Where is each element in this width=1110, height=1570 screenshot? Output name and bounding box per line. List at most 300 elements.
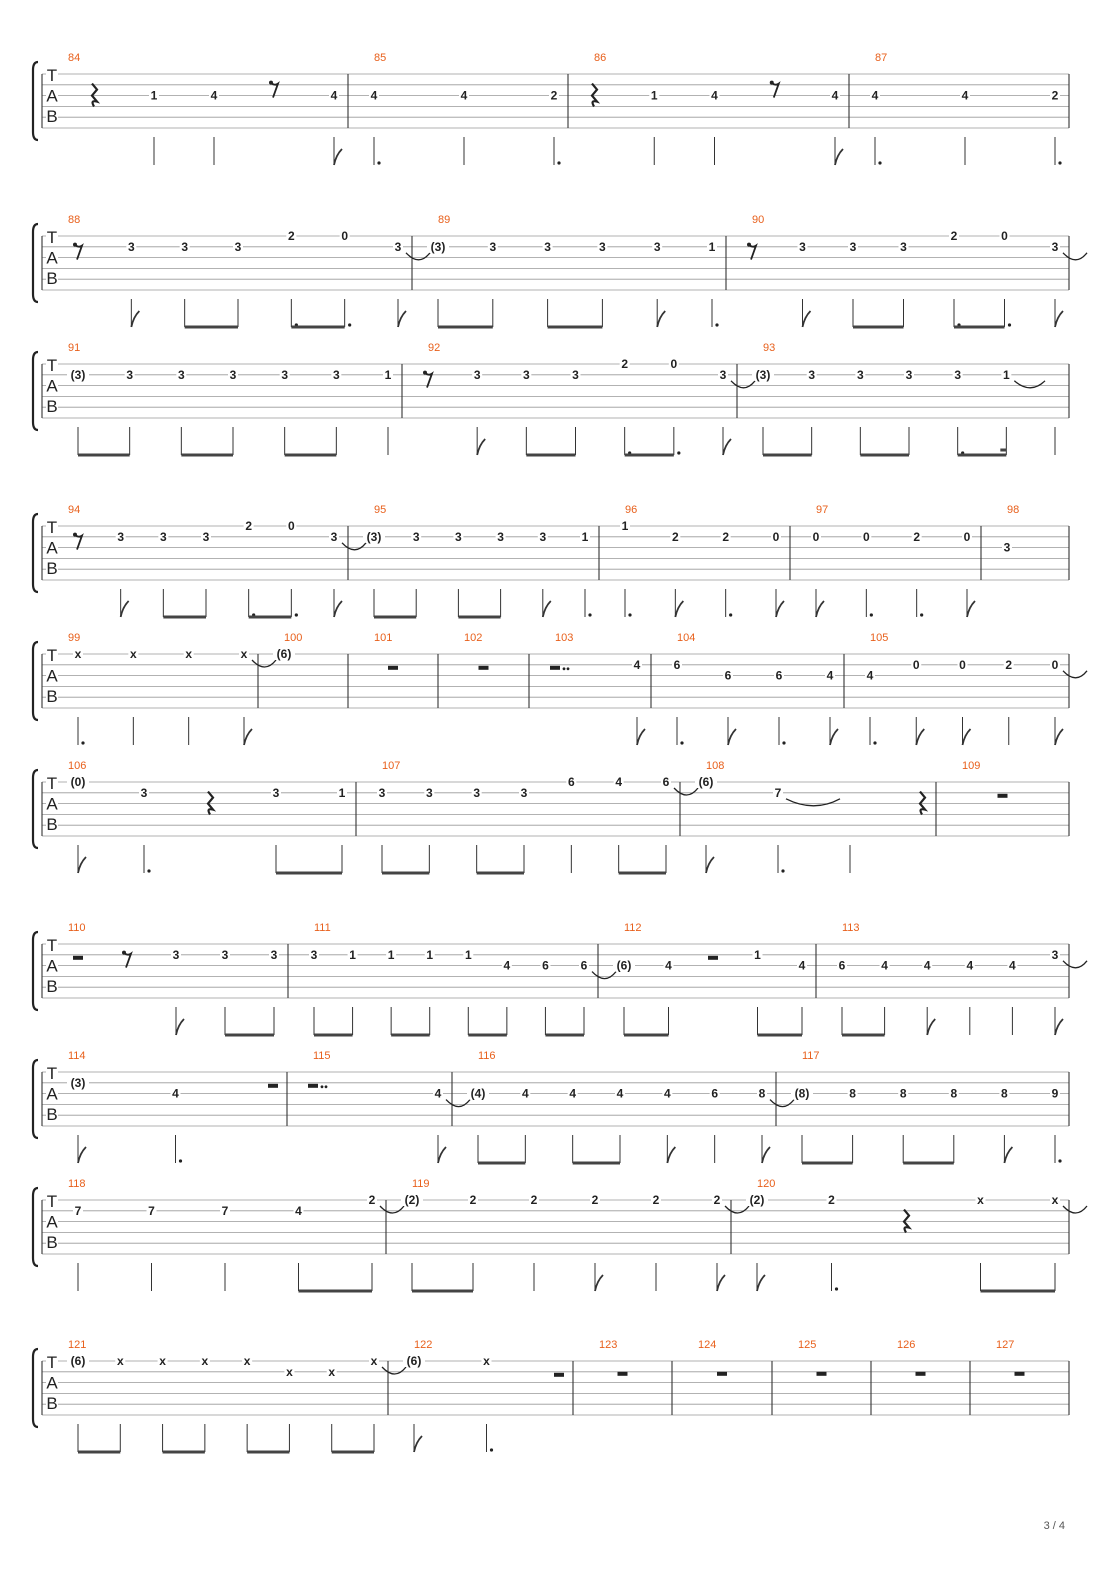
fret-number: 4: [172, 1086, 179, 1101]
tab-system: [33, 1339, 1069, 1452]
measure-number: 111: [314, 922, 331, 934]
fret-number: 3: [1051, 239, 1059, 254]
fret-number: 3: [117, 529, 125, 544]
fret-number: 3: [455, 529, 462, 544]
fret-number: 4: [1009, 958, 1016, 973]
fret-number: 1: [708, 239, 716, 254]
fret-number: 6: [567, 775, 575, 789]
rest: [618, 1372, 628, 1376]
measure: [68, 504, 366, 617]
measure-number: 89: [438, 214, 451, 226]
measure-number: 107: [382, 760, 401, 772]
fret-number: 3: [229, 367, 237, 382]
measure-number: 103: [555, 632, 574, 644]
note-flag: [414, 1436, 422, 1452]
fret-number: 4: [460, 88, 468, 103]
fret-number: 3: [849, 239, 857, 254]
fret-number: 3: [1003, 540, 1011, 555]
fret-number: (3): [70, 367, 86, 382]
measure-number: 127: [996, 1339, 1015, 1351]
rest: [550, 666, 560, 670]
note-flag: [776, 601, 784, 617]
fret-number: x: [370, 1354, 378, 1368]
measure-number: 124: [698, 1339, 717, 1351]
measure-number: 122: [414, 1339, 433, 1351]
tie-arc: [786, 799, 840, 806]
tab-clef-letter: T: [46, 228, 58, 247]
augmentation-dot: [628, 613, 631, 616]
fret-number: 7: [774, 785, 782, 800]
note-flag: [637, 729, 645, 745]
tab-clef-letter: A: [46, 86, 58, 106]
fret-number: 2: [950, 229, 958, 243]
measure: [309, 922, 616, 1035]
measure: [374, 632, 398, 670]
system-bracket: [33, 514, 38, 592]
fret-number: 4: [966, 958, 974, 973]
measure: [403, 1339, 564, 1452]
fret-number: 6: [662, 775, 670, 789]
fret-number: 6: [724, 668, 732, 683]
fret-number: (4): [470, 1086, 486, 1101]
quarter-rest: [208, 792, 213, 815]
note-flag: [78, 1147, 86, 1163]
note-flag: [757, 1275, 765, 1291]
fret-number: 2: [722, 529, 730, 544]
fret-number: 4: [569, 1086, 577, 1101]
fret-number: x: [74, 647, 82, 661]
measure: [672, 632, 838, 745]
fret-number: 4: [370, 88, 378, 103]
tab-clef-letter: B: [46, 269, 58, 288]
fret-number: 2: [368, 1193, 376, 1207]
fret-number: 3: [140, 785, 148, 800]
fret-number: 3: [1051, 947, 1059, 962]
augmentation-dot: [677, 451, 680, 454]
rest: [916, 1372, 926, 1376]
fret-number: 2: [1051, 88, 1059, 103]
augmentation-dot: [147, 869, 150, 872]
fret-number: 3: [425, 785, 433, 800]
quarter-rest: [92, 84, 97, 107]
note-flag: [1004, 1147, 1012, 1163]
tie-arc: [252, 660, 276, 667]
measure-number: 96: [625, 504, 638, 516]
fret-number: 4: [871, 88, 879, 103]
fret-number: 3: [412, 529, 420, 544]
fret-number: 6: [838, 958, 846, 973]
fret-number: 2: [621, 357, 629, 371]
fret-number: (8): [794, 1086, 810, 1101]
fret-number: 1: [150, 88, 158, 103]
quarter-rest: [904, 1210, 909, 1233]
measure: [377, 760, 698, 873]
augmentation-dot: [348, 323, 351, 326]
tab-system: [33, 342, 1069, 455]
fret-number: 1: [349, 947, 356, 962]
measure: [467, 1050, 794, 1163]
fret-number: 3: [221, 947, 229, 962]
fret-number: 3: [522, 367, 530, 382]
fret-number: (2): [749, 1193, 765, 1207]
note-flag: [927, 1019, 935, 1035]
fret-number: 1: [426, 947, 434, 962]
measure: [427, 214, 719, 327]
fret-number: (3): [755, 367, 771, 382]
augmentation-dot: [1058, 161, 1061, 164]
note-flag: [398, 311, 406, 327]
measure-number: 116: [478, 1050, 496, 1062]
measure-number: 98: [1007, 504, 1020, 516]
tab-system: [33, 504, 1069, 617]
system-bracket: [33, 62, 38, 140]
measure-number: 92: [428, 342, 441, 354]
fret-number: 6: [711, 1086, 719, 1101]
measure-number: 106: [68, 760, 87, 772]
measure-number: 93: [763, 342, 776, 354]
fret-number: 4: [330, 88, 338, 103]
fret-number: x: [159, 1354, 166, 1368]
measure-number: 119: [412, 1178, 430, 1190]
measure-number: 87: [875, 52, 888, 64]
fret-number: 3: [281, 367, 289, 382]
tab-clef-letter: T: [46, 1192, 58, 1211]
note-flag: [334, 149, 342, 165]
fret-number: (3): [430, 239, 446, 254]
fret-number: 3: [954, 367, 962, 382]
measure: [67, 760, 347, 873]
tab-clef-letter: T: [46, 936, 58, 955]
measure-number: 90: [752, 214, 765, 226]
fret-number: x: [201, 1354, 209, 1368]
note-flag: [595, 1275, 603, 1291]
measure-number: 126: [897, 1339, 916, 1351]
augmentation-dot: [715, 323, 718, 326]
fret-number: 3: [544, 239, 551, 254]
measure: [363, 504, 592, 617]
fret-number: 4: [961, 88, 969, 103]
fret-number: 3: [900, 239, 907, 254]
fret-number: 6: [673, 657, 681, 672]
fret-number: 6: [580, 958, 588, 973]
fret-number: 4: [798, 958, 806, 973]
fret-number: 0: [963, 529, 971, 544]
measure: [897, 1339, 926, 1376]
system-bracket: [33, 642, 38, 720]
augmentation-dot: [782, 741, 785, 744]
fret-number: 3: [489, 239, 497, 254]
fret-number: 2: [828, 1193, 835, 1207]
fret-number: 3: [653, 239, 661, 254]
fret-number: 3: [799, 239, 806, 254]
tab-clef-letter: T: [46, 518, 58, 537]
tab-clef-letter: T: [46, 646, 58, 665]
fret-number: (6): [616, 958, 632, 973]
tie-arc: [446, 1100, 470, 1107]
note-flag: [728, 729, 736, 745]
fret-number: 7: [221, 1203, 229, 1218]
measure: [698, 1339, 727, 1376]
fret-number: 3: [905, 367, 913, 382]
note-flag: [78, 857, 86, 873]
fret-number: 3: [177, 367, 185, 382]
fret-number: 3: [808, 367, 816, 382]
measure: [68, 52, 342, 165]
tab-clef-letter: B: [46, 559, 58, 578]
fret-number: 4: [665, 958, 672, 973]
note-flag: [667, 1147, 675, 1163]
fret-number: 3: [332, 367, 340, 382]
page-number: 3 / 4: [1043, 1520, 1065, 1532]
tab-clef-letter: A: [46, 1212, 58, 1232]
fret-number: 8: [1001, 1086, 1008, 1101]
tab-clef-letter: B: [46, 977, 58, 996]
fret-number: x: [483, 1354, 490, 1368]
fret-number: 3: [272, 785, 280, 800]
fret-number: 4: [881, 958, 888, 973]
system-bracket: [33, 1060, 38, 1138]
tab-system: [33, 632, 1087, 745]
system-bracket: [33, 932, 38, 1010]
measure-number: 112: [624, 922, 642, 934]
note-flag: [1055, 729, 1063, 745]
fret-number: 2: [245, 519, 253, 533]
measure: [962, 760, 1008, 798]
fret-number: (3): [366, 529, 382, 544]
fret-number: (0): [70, 775, 86, 789]
measure: [67, 1339, 406, 1452]
augmentation-dot: [490, 1448, 493, 1451]
measure: [401, 1178, 749, 1291]
note-flag: [835, 149, 843, 165]
tab-clef-letter: A: [46, 1084, 58, 1104]
fret-number: 3: [234, 239, 242, 254]
note-flag: [477, 439, 485, 455]
measure-number: 102: [464, 632, 483, 644]
note-flag: [967, 601, 975, 617]
fret-number: 4: [521, 1086, 529, 1101]
augmentation-dot: [179, 1159, 182, 1162]
tab-system: [33, 1050, 1069, 1163]
augmentation-dot: [835, 1287, 838, 1290]
fret-number: x: [328, 1364, 336, 1379]
measure-number: 85: [374, 52, 387, 64]
measure: [747, 214, 1087, 327]
fret-number: 3: [202, 529, 210, 544]
tie-arc: [725, 1206, 749, 1213]
note-flag: [657, 311, 665, 327]
tie-arc: [1063, 253, 1087, 260]
tab-clef-letter: A: [46, 956, 58, 976]
rest: [388, 666, 398, 670]
fret-number: 4: [434, 1086, 442, 1101]
measure-number: 108: [706, 760, 725, 772]
measure: [68, 214, 430, 327]
tab-clef-letter: A: [46, 248, 58, 268]
measure-number: 91: [68, 342, 81, 354]
fret-number: 0: [1001, 229, 1008, 243]
measure-number: 120: [757, 1178, 776, 1190]
measure: [620, 504, 784, 617]
fret-number: 6: [775, 668, 783, 683]
augmentation-dot: [377, 161, 380, 164]
tie-arc: [1063, 671, 1087, 678]
tie-arc: [406, 253, 430, 260]
measure: [870, 52, 1062, 165]
fret-number: 2: [530, 1193, 538, 1207]
tab-clef-letter: B: [46, 397, 58, 416]
measure-number: 101: [374, 632, 393, 644]
fret-number: 0: [1051, 657, 1059, 672]
fret-number: x: [1051, 1193, 1059, 1207]
measure: [996, 1339, 1025, 1376]
measure-number: 117: [802, 1050, 820, 1062]
note-flag: [176, 1019, 184, 1035]
tab-clef-letter: T: [46, 1064, 58, 1083]
tie-arc: [382, 1367, 406, 1374]
fret-number: 1: [338, 785, 346, 800]
fret-number: 7: [148, 1203, 155, 1218]
fret-number: 1: [754, 947, 761, 962]
measure: [369, 52, 561, 165]
rest: [268, 1084, 278, 1088]
measure: [613, 922, 807, 1035]
system-bracket: [33, 224, 38, 302]
fret-number: 3: [599, 239, 606, 254]
rest: [717, 1372, 727, 1376]
measure: [791, 1050, 1062, 1163]
fret-number: 2: [671, 529, 679, 544]
fret-number: x: [185, 647, 193, 661]
note-flag: [438, 1147, 446, 1163]
measure: [837, 922, 1087, 1035]
augmentation-dot: [1058, 1159, 1061, 1162]
fret-number: 6: [542, 958, 549, 973]
measure: [865, 632, 1087, 745]
fret-number: x: [116, 1354, 124, 1368]
system-bracket: [33, 1349, 38, 1427]
fret-number: 2: [913, 529, 921, 544]
note-flag: [1055, 1019, 1063, 1035]
fret-number: 0: [341, 229, 349, 243]
fret-number: 1: [581, 529, 589, 544]
measure-number: 113: [842, 922, 860, 934]
fret-number: 8: [849, 1086, 856, 1101]
fret-number: 3: [719, 367, 727, 382]
augmentation-dot: [81, 741, 84, 744]
augmentation-dot: [873, 741, 876, 744]
tab-clef-letter: A: [46, 794, 58, 814]
measure: [67, 342, 393, 455]
tab-clef-letter: B: [46, 815, 58, 834]
fret-number: 4: [503, 958, 511, 973]
fret-number: x: [977, 1193, 984, 1207]
note-flag: [723, 439, 731, 455]
fret-number: 3: [856, 367, 864, 382]
rest: [817, 1372, 827, 1376]
tab-clef-letter: B: [46, 1394, 58, 1413]
tie-arc: [380, 1206, 404, 1213]
measure: [798, 1339, 827, 1376]
augmentation-dot: [295, 613, 298, 616]
note-flag: [675, 601, 683, 617]
tie-arc: [731, 381, 755, 388]
tab-clef-letter: B: [46, 687, 58, 706]
fret-number: (6): [698, 775, 714, 789]
rest: [1015, 1372, 1025, 1376]
tab-clef-letter: A: [46, 376, 58, 396]
measure: [752, 342, 1055, 455]
measure: [550, 632, 645, 745]
fret-number: 1: [464, 947, 472, 962]
rest: [998, 794, 1008, 798]
fret-number: (6): [70, 1354, 86, 1368]
measure-number: 125: [798, 1339, 817, 1351]
note-flag: [543, 601, 551, 617]
tie-arc: [1014, 381, 1045, 388]
fret-number: 4: [663, 1086, 671, 1101]
fret-number: 0: [959, 657, 966, 672]
fret-number: x: [240, 647, 248, 661]
fret-number: (3): [70, 1075, 86, 1090]
note-flag: [121, 601, 129, 617]
system-bracket: [33, 1188, 38, 1266]
measure: [68, 922, 279, 1035]
tab-clef-letter: T: [46, 1353, 58, 1372]
fret-number: 3: [473, 785, 481, 800]
fret-number: x: [129, 647, 137, 661]
fret-number: 4: [295, 1203, 302, 1218]
rest: [308, 1084, 318, 1088]
measure-number: 84: [68, 52, 81, 64]
fret-number: 4: [711, 88, 718, 103]
note-flag: [816, 601, 824, 617]
note-flag: [334, 601, 342, 617]
tab-clef-letter: A: [46, 1373, 58, 1393]
tab-system: [33, 52, 1069, 165]
measure-number: 104: [677, 632, 696, 644]
fret-number: 8: [899, 1086, 907, 1101]
augmentation-dot: [878, 161, 881, 164]
fret-number: 2: [591, 1193, 599, 1207]
measure-number: 123: [599, 1339, 618, 1351]
fret-number: 3: [127, 239, 135, 254]
fret-number: 7: [74, 1203, 82, 1218]
rest: [73, 956, 83, 960]
measure: [464, 632, 489, 670]
fret-number: 4: [616, 1086, 624, 1101]
measure-number: 86: [594, 52, 607, 64]
fret-number: 3: [310, 947, 318, 962]
fret-number: 2: [1005, 657, 1013, 672]
fret-number: (6): [406, 1354, 422, 1368]
fret-number: 1: [387, 947, 395, 962]
tie-arc: [1063, 961, 1087, 968]
fret-number: 3: [172, 947, 180, 962]
measure: [68, 1178, 404, 1291]
note-flag: [131, 311, 139, 327]
measure-number: 118: [68, 1178, 86, 1190]
fret-number: 3: [159, 529, 167, 544]
measure: [308, 1050, 470, 1163]
tab-clef-letter: B: [46, 1105, 58, 1124]
tab-system: [33, 1178, 1087, 1291]
fret-number: 1: [621, 519, 629, 533]
measure: [68, 632, 276, 745]
augmentation-dot: [729, 613, 732, 616]
measure-number: 95: [374, 504, 387, 516]
fret-number: 8: [758, 1086, 766, 1101]
